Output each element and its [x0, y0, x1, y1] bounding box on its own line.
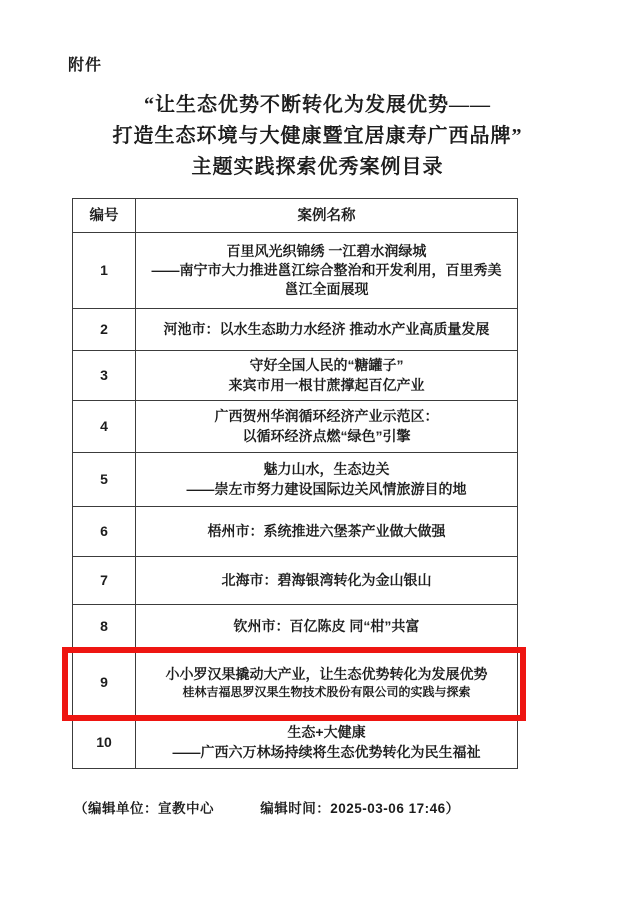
row-number: 1 — [73, 233, 136, 309]
table-row — [73, 507, 518, 557]
attachment-label: 附件 — [68, 57, 103, 74]
row-number: 6 — [73, 507, 136, 557]
row-case-name — [136, 557, 518, 605]
case-name-line: 小小罗汉果撬动大产业，让生态优势转化为发展优势 — [165, 665, 488, 682]
row-case-name — [136, 351, 518, 401]
title-line-2: 打造生态环境与大健康暨宜居康寿广西品牌” — [112, 125, 523, 147]
table-row — [73, 605, 518, 649]
row-case-name — [136, 507, 518, 557]
case-name-line: 广西贺州华润循环经济产业示范区： — [214, 408, 439, 425]
case-name-line: 生态+大健康 — [287, 724, 366, 741]
column-header-case-name: 案例名称 — [136, 199, 518, 233]
case-name-line: 河池市：以水生态助力水经济 推动水产业高质量发展 — [163, 320, 490, 337]
row-number: 3 — [73, 351, 136, 401]
row-number: 2 — [73, 309, 136, 351]
case-name-line: ——广西六万林场持续将生态优势转化为民生福祉 — [172, 743, 481, 760]
row-number: 9 — [73, 649, 136, 717]
column-header-number: 编号 — [73, 199, 136, 233]
case-name-line: 来宾市用一根甘蔗撑起百亿产业 — [228, 376, 425, 393]
table-row — [73, 717, 518, 769]
case-name-line: 以循环经济点燃“绿色”引擎 — [242, 427, 411, 444]
row-case-name — [136, 309, 518, 351]
row-number: 8 — [73, 605, 136, 649]
document-title — [0, 90, 635, 183]
edit-time-label: 编辑时间：2025-03-06 17:46） — [260, 801, 460, 816]
table-row-highlighted — [73, 649, 518, 717]
table-row — [73, 233, 518, 309]
title-line-3: 主题实践探索优秀案例目录 — [191, 156, 444, 178]
row-case-name — [136, 453, 518, 507]
row-number: 10 — [73, 717, 136, 769]
case-name-subline: 桂林吉福思罗汉果生物技术股份有限公司的实践与探索 — [182, 684, 471, 699]
table-row — [73, 401, 518, 453]
table-row — [73, 309, 518, 351]
case-name-line: ——崇左市努力建设国际边关风情旅游目的地 — [186, 480, 467, 497]
table-header-row — [73, 199, 518, 233]
case-name-line: ——南宁市大力推进邕江综合整治和开发利用，百里秀美 — [151, 261, 502, 278]
row-case-name — [136, 649, 518, 717]
table-row — [73, 453, 518, 507]
row-number: 4 — [73, 401, 136, 453]
case-name-line: 守好全国人民的“糖罐子” — [249, 357, 404, 374]
row-case-name — [136, 717, 518, 769]
case-name-line: 百里风光织锦绣 一江碧水润绿城 — [226, 242, 427, 259]
row-number: 5 — [73, 453, 136, 507]
case-name-line: 邕江全面展现 — [284, 281, 369, 298]
row-case-name — [136, 401, 518, 453]
row-case-name — [136, 605, 518, 649]
edit-unit-label: （编辑单位：宣教中心 — [74, 801, 214, 816]
table-row — [73, 351, 518, 401]
row-case-name — [136, 233, 518, 309]
row-number: 7 — [73, 557, 136, 605]
title-line-1: “让生态优势不断转化为发展优势—— — [144, 94, 491, 116]
case-name-line: 魅力山水，生态边关 — [263, 461, 390, 478]
footer-note — [74, 797, 460, 817]
table-row — [73, 557, 518, 605]
case-name-line: 梧州市：系统推进六堡茶产业做大做强 — [207, 522, 446, 539]
case-name-line: 钦州市：百亿陈皮 同“柑”共富 — [233, 617, 420, 634]
case-name-line: 北海市：碧海银湾转化为金山银山 — [221, 571, 432, 588]
case-table — [72, 198, 518, 769]
